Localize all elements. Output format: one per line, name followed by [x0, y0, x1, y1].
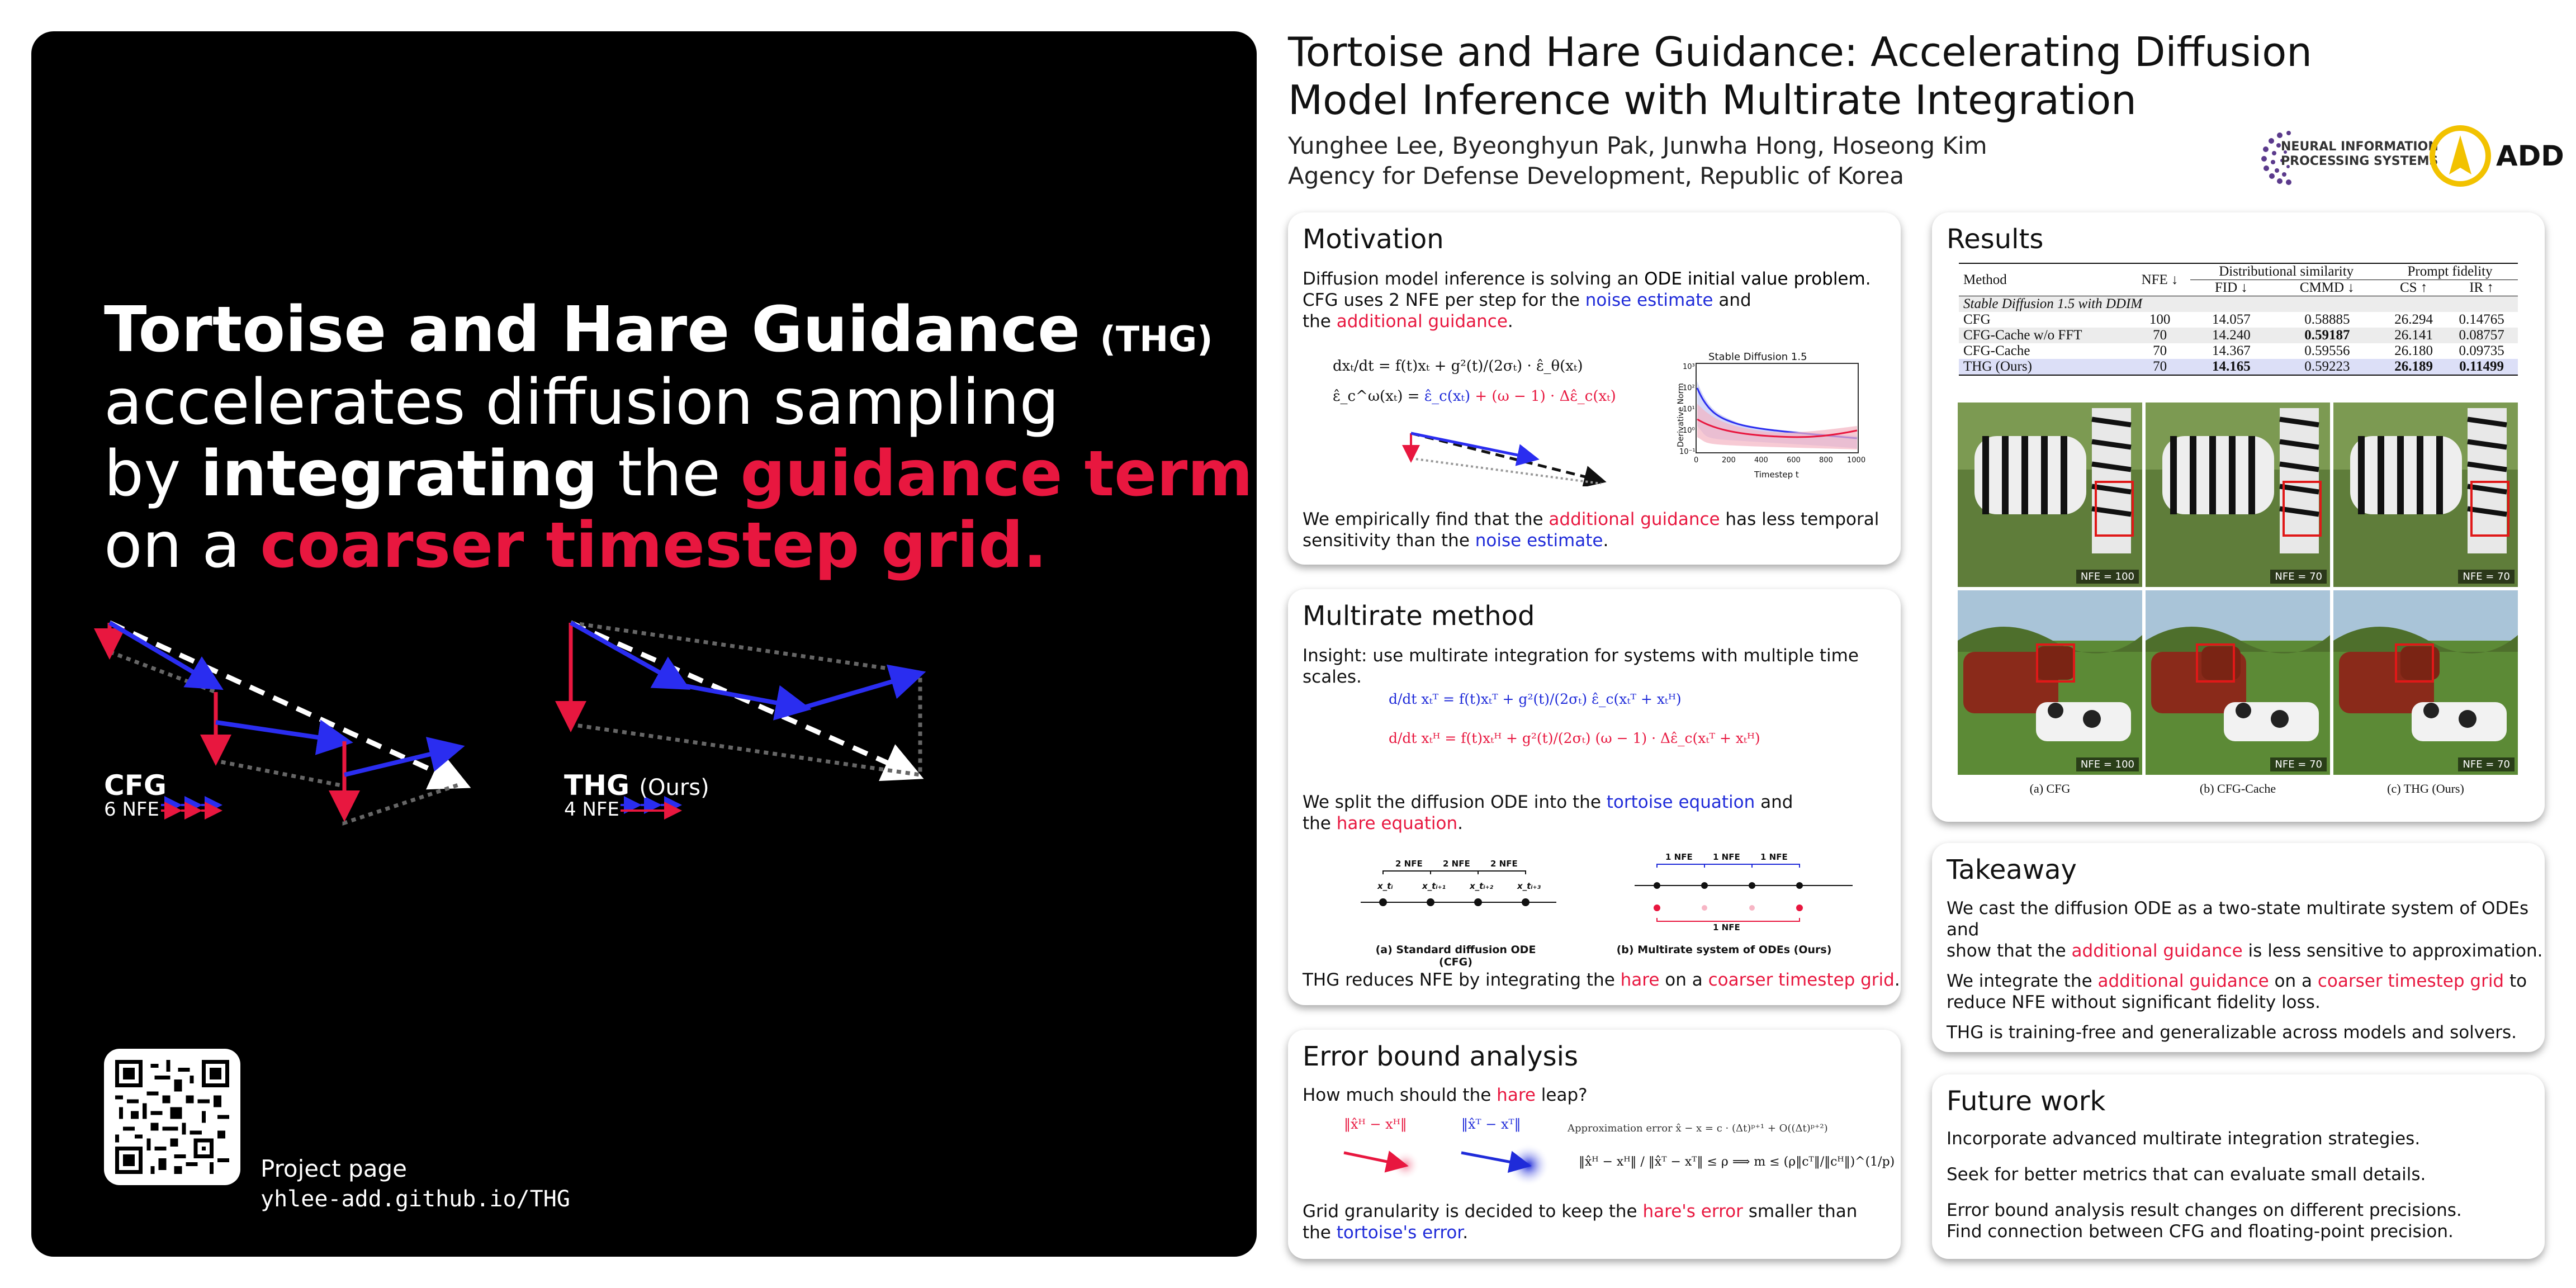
plot-xtick: 800: [1819, 456, 1833, 465]
text-run: the: [1303, 311, 1337, 332]
thg-nfe: 4 NFE: [564, 798, 619, 821]
hero-text: the: [618, 438, 721, 510]
cell-cmmd: 0.59187: [2272, 328, 2383, 343]
text-run: smaller than: [1742, 1201, 1858, 1221]
paper-title: Tortoise and Hare Guidance: Accelerating Diffusion Model Inference with Multirate Integration: [1288, 29, 2312, 124]
text-run: to approximation.: [2383, 941, 2543, 961]
cell-cs: 26.180: [2394, 343, 2433, 358]
col-cmmd: CMMD ↓: [2299, 280, 2355, 295]
cell-cs: 26.189: [2382, 359, 2445, 375]
future-work-text: [1947, 1128, 2462, 1242]
text-run-red: hare: [1497, 1085, 1536, 1105]
table-row-highlight: [1959, 359, 2518, 375]
thg-nfe-arrows: [621, 805, 678, 811]
paper-authors: Yunghee Lee, Byeonghyun Pak, Junwha Hong, Hoseong Kim: [1288, 132, 1987, 159]
table-row: [1959, 343, 2518, 359]
cell-ir: 0.14765: [2459, 312, 2504, 327]
diag-a-nfe: 2 NFE: [1395, 859, 1423, 869]
hare-equation: d/dt xₜᴴ = f(t)xₜᴴ + g²(t)/(2σₜ) (ω − 1) · Δε̂_c(xₜᵀ + xₜᴴ): [1389, 730, 1760, 746]
takeaway-card: [1932, 843, 2545, 1052]
text-run: across models and solvers.: [2276, 1022, 2517, 1043]
motivation-heading: Motivation: [1303, 224, 1444, 255]
diag-a-nfe: 2 NFE: [1443, 859, 1470, 869]
col-cs: CS ↑: [2399, 280, 2428, 295]
text-run: on a: [2269, 971, 2318, 991]
nfe-tag: NFE = 70: [2270, 757, 2327, 771]
hero-abbrev: (THG): [1100, 319, 1213, 359]
takeaway-heading: Takeaway: [1947, 854, 2077, 886]
thg-label: [564, 769, 709, 802]
cell-method: CFG-Cache w/o FFT: [1959, 328, 2129, 343]
text-run: .: [1457, 813, 1464, 834]
diagram-a-caption: (a) Standard diffusion ODE (CFG): [1375, 944, 1536, 968]
text-run-blue: noise estimate: [1585, 290, 1713, 310]
error-bound-conclusion: [1303, 1201, 1857, 1243]
nfe-tag: NFE = 70: [2458, 757, 2515, 771]
plot-ytick: 10⁰: [1683, 427, 1695, 435]
diag-a-x: x_tᵢ: [1377, 881, 1393, 891]
cell-cmmd: 0.59556: [2304, 343, 2350, 358]
text-run: We empirically find that the: [1303, 509, 1549, 529]
error-bound-heading: Error bound analysis: [1303, 1041, 1579, 1072]
takeaway-text: [1947, 898, 2545, 1043]
eq-run-blue: ε̂_c(xₜ): [1424, 388, 1471, 405]
text-run: .: [2420, 1164, 2426, 1185]
col-group-1: Distributional similarity: [2190, 263, 2382, 280]
highlight-box: [2470, 481, 2509, 537]
cow-illustration: [2146, 590, 2330, 775]
caption-thg: (c) THG (Ours): [2387, 782, 2464, 795]
text-run-emph: two-state multirate system of ODEs: [2218, 898, 2529, 918]
text-run-emph: multirate integration: [1409, 646, 1589, 666]
text-run: that can: [2147, 1164, 2231, 1185]
project-page-label: Project page: [261, 1155, 407, 1182]
neurips-line: NEURAL INFORMATION: [2281, 140, 2438, 154]
error-bound-inequality: ‖x̂ᴴ − xᴴ‖ / ‖x̂ᵀ − xᵀ‖ ≤ ρ ⟹ m ≤ (ρ‖cᵀ‖/‖cᴴ‖)^(1/p): [1579, 1155, 1895, 1169]
hero-panel: [31, 31, 1257, 1257]
text-run: for systems with: [1589, 646, 1744, 666]
text-run-emph: training-free: [2008, 1022, 2116, 1043]
multirate-split-text: [1303, 792, 1793, 834]
text-run-emph: evaluate small details: [2230, 1164, 2421, 1185]
plot-xtick: 600: [1787, 456, 1801, 465]
plot-ytick: 10²: [1683, 384, 1695, 392]
multirate-insight: [1303, 645, 1901, 688]
text-run: Error bound analysis result changes on different precisions.: [1947, 1200, 2462, 1220]
eq-run-red: + (ω − 1) · Δε̂_c(xₜ): [1470, 388, 1616, 405]
hero-text-red: guidance term: [740, 438, 1253, 510]
text-run-emph: sensitivity: [1303, 531, 1391, 551]
cell-cmmd: 0.59223: [2272, 359, 2383, 375]
nfe-tag: NFE = 70: [2458, 570, 2515, 584]
future-work-heading: Future work: [1947, 1086, 2106, 1117]
text-run-emph: advanced multirate integration: [2052, 1129, 2323, 1149]
cell-ir: 0.08757: [2445, 328, 2518, 343]
neurips-line: PROCESSING SYSTEMS: [2281, 154, 2438, 168]
text-run-blue: tortoise equation: [1606, 792, 1755, 812]
motivation-equation-1: dxₜ/dt = f(t)xₜ + g²(t)/(2σₜ) · ε̂_θ(xₜ): [1333, 358, 1583, 375]
diag-a-x: x_tᵢ₊₁: [1422, 881, 1446, 891]
multirate-conclusion: [1303, 969, 1900, 991]
hero-text: on a: [104, 509, 240, 582]
text-run-red: coarser timestep grid: [2317, 971, 2504, 991]
cfg-nfe-arrows: [161, 805, 218, 811]
highlight-box: [2283, 481, 2322, 537]
text-run: .: [2448, 1221, 2454, 1242]
text-run: show that the: [1947, 941, 2072, 961]
add-logo-icon: [2430, 125, 2491, 187]
caption-cfg: (a) CFG: [2029, 782, 2071, 795]
diag-b-nfe: 1 NFE: [1665, 852, 1693, 862]
text-run: and: [1947, 920, 1980, 940]
diag-a-nfe: 2 NFE: [1490, 859, 1518, 869]
cell-cmmd: 0.58885: [2304, 312, 2350, 327]
result-image-cow-thg: [2333, 590, 2518, 775]
cell-ir: 0.09735: [2459, 343, 2504, 358]
diag-b-nfe: 1 NFE: [1760, 852, 1788, 862]
result-image-zebra-cfg: [1958, 402, 2142, 587]
cell-nfe: 100: [2149, 312, 2171, 327]
text-run: by integrating the: [1453, 970, 1621, 990]
plot-title: Stable Diffusion 1.5: [1708, 351, 1807, 363]
nfe-tag: NFE = 100: [2076, 570, 2139, 584]
diag-a-x: x_tᵢ₊₃: [1517, 881, 1541, 891]
text-run-emph: generalizable: [2160, 1022, 2277, 1043]
thg-label-text: THG: [564, 769, 629, 802]
highlight-box: [2036, 643, 2075, 683]
result-image-cow-cache: [2146, 590, 2330, 775]
highlight-box: [2395, 643, 2434, 683]
results-card: [1932, 212, 2545, 822]
hero-line-2: accelerates diffusion sampling: [104, 366, 1059, 439]
nfe-tag: NFE = 100: [2076, 757, 2139, 771]
add-logo-text: ADD: [2496, 140, 2564, 172]
text-run: How much should the: [1303, 1085, 1497, 1105]
text-run: .: [1865, 269, 1871, 289]
text-run: for the: [1516, 290, 1585, 310]
text-run: the: [1303, 1223, 1337, 1243]
future-work-card: [1932, 1074, 2545, 1259]
table-group-row: [1959, 296, 2518, 312]
motivation-equation-2: [1333, 386, 1616, 407]
timestep-grid-diagrams: [1355, 852, 1869, 930]
text-run: We split the diffusion ODE into the: [1303, 792, 1607, 812]
plot-xtick: 400: [1754, 456, 1768, 465]
text-run: Incorporate: [1947, 1129, 2053, 1149]
diag-b-nfe: 1 NFE: [1713, 852, 1740, 862]
cell-fid: 14.367: [2212, 343, 2251, 358]
error-illustration: [1338, 1136, 1573, 1192]
text-run: the: [1303, 813, 1337, 834]
table-header-row: [1959, 263, 2518, 280]
plot-xtick: 200: [1722, 456, 1736, 465]
text-run: .: [1356, 667, 1362, 687]
eq-run: ε̂_c^ω(xₜ) =: [1333, 388, 1424, 405]
approx-error-text: Approximation error x̂ − x = c · (Δt)ᵖ⁺¹ + O((Δt)ᵖ⁺²): [1568, 1123, 1828, 1134]
table-group-label: Stable Diffusion 1.5 with DDIM: [1959, 296, 2518, 312]
text-run: than the: [1390, 531, 1475, 551]
tortoise-error-label: ‖x̂ᵀ − xᵀ‖: [1461, 1116, 1521, 1132]
plot-ytick: 10⁻¹: [1679, 448, 1696, 456]
text-run: We: [1947, 971, 1979, 991]
text-run-emph: THG reduces NFE: [1303, 970, 1453, 990]
cell-fid: 14.165: [2190, 359, 2272, 375]
cell-cs: 26.141: [2382, 328, 2445, 343]
text-run: Diffusion model inference is solving an: [1303, 269, 1645, 289]
motivation-text: [1303, 268, 1871, 332]
plot-ylabel: Derivative Norm: [1677, 383, 1685, 447]
text-run-red: hare equation: [1336, 813, 1458, 834]
highlight-box: [2095, 481, 2134, 537]
result-image-cow-cfg: [1958, 590, 2142, 775]
text-run-emph: less sensitive: [2267, 941, 2384, 961]
cell-method: CFG: [1963, 312, 1991, 327]
multirate-card: [1288, 589, 1901, 1005]
caption-cfg-cache: (b) CFG-Cache: [2199, 782, 2276, 795]
cfg-nfe: 6 NFE: [104, 798, 159, 821]
derivative-norm-plot: [1657, 359, 1892, 476]
cell-fid: 14.240: [2190, 328, 2272, 343]
cell-nfe: 70: [2129, 328, 2190, 343]
text-run: reduce NFE without significant fidelity loss.: [1947, 992, 2321, 1012]
text-run-red: additional guidance: [2097, 971, 2269, 991]
text-run: is: [1983, 1022, 2009, 1043]
cell-method: CFG-Cache: [1963, 343, 2030, 358]
hero-text: by: [104, 438, 181, 510]
qr-code[interactable]: [104, 1049, 240, 1185]
text-run-red: hare: [1620, 970, 1660, 990]
text-run: to: [2504, 971, 2527, 991]
plot-ytick: 10¹: [1683, 405, 1695, 414]
text-run: and: [2116, 1022, 2160, 1043]
paper-affiliation: Agency for Defense Development, Republic of Korea: [1288, 162, 1904, 190]
text-run-emph: better metrics: [2024, 1164, 2147, 1185]
plot-xtick: 1000: [1847, 456, 1866, 465]
highlight-box: [2196, 643, 2235, 683]
col-method: Method: [1963, 272, 2007, 287]
project-page-url[interactable]: yhlee-add.github.io/THG: [261, 1186, 570, 1212]
plot-ytick: 10³: [1683, 363, 1695, 371]
text-run: .: [1603, 531, 1609, 551]
text-run-emph: THG: [1947, 1022, 1984, 1043]
cell-method: THG (Ours): [1959, 359, 2129, 375]
cell-nfe: 70: [2129, 359, 2190, 375]
table-row: [1959, 328, 2518, 343]
thg-label-suffix: (Ours): [639, 775, 709, 801]
text-run-blue: tortoise's error: [1336, 1223, 1463, 1243]
text-run-red: additional guidance: [1336, 311, 1508, 332]
text-run: CFG uses: [1303, 290, 1389, 310]
text-run-emph: ODE initial value problem: [1644, 269, 1865, 289]
hero-text-bold: integrating: [200, 438, 598, 510]
text-run-emph: integrate: [1978, 971, 2058, 991]
hero-title: Tortoise and Hare Guidance: [104, 293, 1081, 366]
text-run: the: [2058, 971, 2098, 991]
multirate-heading: Multirate method: [1303, 600, 1535, 632]
results-heading: Results: [1947, 224, 2044, 255]
cell-ir: 0.11499: [2445, 359, 2518, 375]
thg-diagram: [571, 623, 920, 775]
text-run-red: coarser timestep grid: [1708, 970, 1895, 990]
diagram-b-caption: (b) Multirate system of ODEs (Ours): [1616, 944, 1832, 956]
cell-cs: 26.294: [2394, 312, 2433, 327]
text-run: and: [1713, 290, 1751, 310]
text-run: strategies.: [2322, 1129, 2421, 1149]
error-bound-question: [1303, 1085, 1588, 1106]
error-bound-card: [1288, 1030, 1901, 1259]
col-group-2: Prompt fidelity: [2382, 263, 2518, 280]
plot-xtick: 0: [1694, 456, 1699, 465]
text-run-emph: multiple time scales: [1303, 646, 1859, 687]
text-run-emph: less temporal: [1761, 509, 1879, 529]
hare-error-label: ‖x̂ᴴ − xᴴ‖: [1344, 1116, 1407, 1132]
nfe-tag: NFE = 70: [2270, 570, 2327, 584]
motivation-card: [1288, 212, 1901, 565]
qr-code-image: [115, 1060, 229, 1174]
tortoise-equation: d/dt xₜᵀ = f(t)xₜᵀ + g²(t)/(2σₜ) ε̂_c(xₜᵀ + xₜᴴ): [1389, 691, 1682, 707]
cell-fid: 14.057: [2212, 312, 2251, 327]
diag-b-hare-nfe: 1 NFE: [1713, 922, 1740, 930]
table-row: [1959, 312, 2518, 328]
text-run: has: [1720, 509, 1762, 529]
text-run-red: hare's error: [1642, 1201, 1743, 1221]
col-ir: IR ↑: [2469, 280, 2494, 295]
text-run: .: [1507, 311, 1513, 332]
text-run-emph: connection between CFG and floating-point precision: [1987, 1221, 2448, 1242]
text-run: Find: [1947, 1221, 1988, 1242]
text-run-red: additional guidance: [1549, 509, 1720, 529]
cfg-label: CFG: [104, 769, 167, 802]
cow-illustration: [2333, 590, 2518, 775]
text-run: on a: [1659, 970, 1708, 990]
text-run: and: [1755, 792, 1793, 812]
text-run: .: [1894, 970, 1900, 990]
motivation-mini-diagram: [1400, 430, 1612, 486]
neurips-logo-text: [2281, 140, 2438, 169]
results-table: [1959, 263, 2518, 376]
cow-illustration: [1958, 590, 2142, 775]
text-run: is: [2242, 941, 2268, 961]
result-image-zebra-thg: [2333, 402, 2518, 587]
text-run: Grid granularity is decided to keep the: [1303, 1201, 1643, 1221]
text-run: We cast the diffusion ODE as a: [1947, 898, 2219, 918]
motivation-finding: [1303, 509, 1879, 551]
text-run-emph: 2 NFE per step: [1389, 290, 1517, 310]
text-run: .: [1462, 1223, 1469, 1243]
result-image-zebra-cache: [2146, 402, 2330, 587]
text-run-blue: noise estimate: [1475, 531, 1603, 551]
text-run: Seek for: [1947, 1164, 2024, 1185]
hero-text-red: .: [1023, 509, 1047, 582]
col-fid: FID ↓: [2214, 280, 2248, 295]
plot-xlabel: Timestep t: [1754, 470, 1799, 480]
text-run-red: additional guidance: [2071, 941, 2243, 961]
text-run: leap?: [1535, 1085, 1588, 1105]
cell-nfe: 70: [2153, 343, 2167, 358]
text-run: Insight: use: [1303, 646, 1409, 666]
hero-text-red: coarser timestep grid: [260, 509, 1024, 582]
col-nfe: NFE ↓: [2141, 272, 2179, 287]
diag-a-x: x_tᵢ₊₂: [1470, 881, 1494, 891]
